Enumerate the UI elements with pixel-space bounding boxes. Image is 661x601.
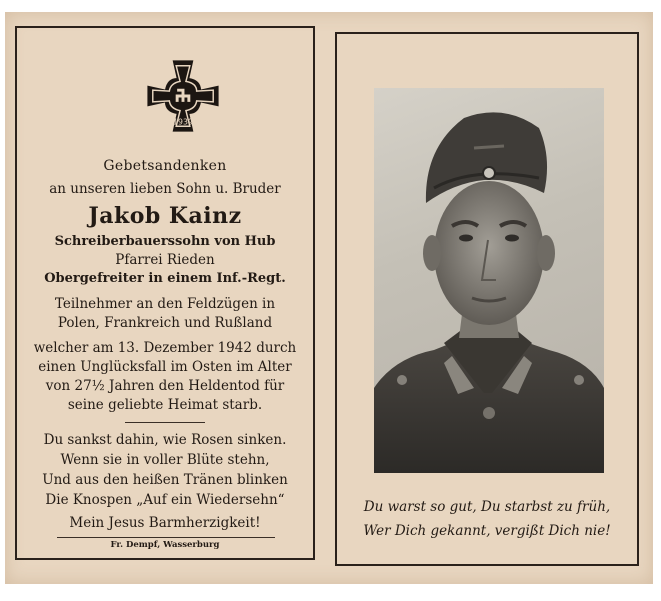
printer-credit: Fr. Dempf, Wasserburg — [110, 540, 220, 550]
death-line-3: von 27½ Jahren den Heldentod für — [45, 378, 285, 394]
soldier-portrait — [374, 88, 604, 473]
poem-line-4: Die Knospen „Auf ein Wiedersehn“ — [45, 492, 285, 508]
divider-bottom — [57, 537, 275, 538]
poem-line-2: Wenn sie in voller Blüte stehn, — [60, 452, 270, 468]
portrait-illustration — [374, 88, 604, 473]
text-panel — [15, 26, 315, 560]
death-line-4: seine geliebte Heimat starb. — [67, 397, 263, 413]
origin-line: Schreiberbauerssohn von Hub — [54, 234, 276, 249]
prayer-line: Mein Jesus Barmherzigkeit! — [69, 515, 261, 531]
poem-line-1: Du sankst dahin, wie Rosen sinken. — [43, 432, 287, 448]
campaign-line-2: Polen, Frankreich und Rußland — [57, 315, 273, 331]
campaign-line-1: Teilnehmer an den Feldzügen in — [54, 296, 276, 312]
memorial-card — [5, 12, 653, 584]
poem-line-3: Und aus den heißen Tränen blinken — [42, 472, 288, 488]
death-line-1: welcher am 13. Dezember 1942 durch — [33, 340, 297, 356]
divider — [125, 422, 205, 423]
card-subtitle: an unseren lieben Sohn u. Bruder — [49, 181, 281, 197]
iron-cross-icon — [144, 57, 222, 135]
death-line-2: einen Unglücksfall im Osten im Alter — [38, 359, 292, 375]
cross-year: 1939 — [173, 117, 193, 127]
rank-line: Obergefreiter in einem Inf.-Regt. — [44, 271, 286, 286]
caption-line-2: Wer Dich gekannt, vergißt Dich nie! — [363, 523, 611, 539]
deceased-name: Jakob Kainz — [88, 203, 242, 229]
card-title: Gebetsandenken — [103, 158, 227, 174]
caption-line-1: Du warst so gut, Du starbst zu früh, — [363, 499, 611, 515]
parish-line: Pfarrei Rieden — [115, 252, 215, 268]
photo-panel — [335, 32, 639, 566]
